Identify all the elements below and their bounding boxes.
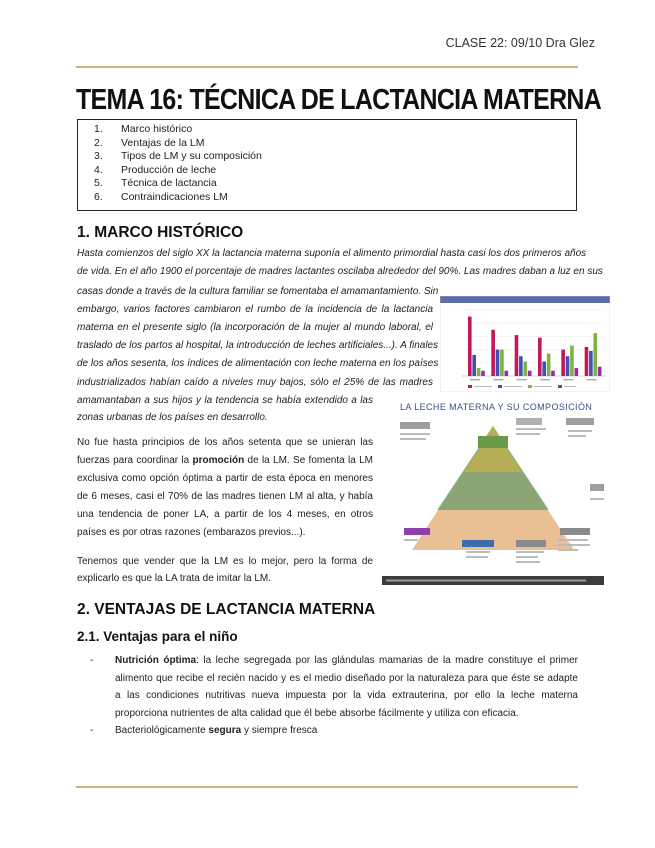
chart-bar — [477, 368, 481, 376]
chart-bar — [528, 371, 532, 376]
lactation-chart — [440, 296, 610, 392]
chart-tick-label — [493, 379, 503, 380]
chart-bar — [523, 361, 527, 376]
toc-label: Tipos de LM y su composición — [121, 150, 262, 163]
text-run: : la leche segregada por las glándulas mamarias de la madre constituye el primer — [196, 655, 579, 666]
text-run: exclusiva como opción óptima a partir de esta época en menores — [77, 473, 373, 484]
paragraph-line: Tenemos que vender que la LM es lo mejor, pero la forma de — [77, 556, 373, 567]
chart-bar — [538, 338, 542, 376]
paragraph-line — [77, 437, 373, 449]
toc-label: Técnica de lactancia — [121, 177, 217, 190]
paragraph-line: zonas urbanas de los países en desarrollo. — [77, 412, 268, 423]
paragraph-line: amamantaban a sus hijos y la tendencia se había extendido a las — [77, 395, 373, 406]
bold-term: segura — [208, 725, 242, 736]
footer-rule — [76, 786, 578, 788]
chart-bar — [468, 317, 472, 376]
chart-bar — [561, 350, 565, 376]
bold-term: promoción — [192, 455, 245, 466]
chart-tick-label — [587, 379, 597, 380]
toc-number: 4. — [94, 163, 103, 176]
bullet-line — [115, 725, 317, 737]
chart-bar — [496, 350, 500, 376]
paragraph-line — [77, 491, 373, 503]
chart-bar — [472, 355, 476, 376]
section-2-heading: 2. VENTAJAS DE LACTANCIA MATERNA — [77, 601, 376, 618]
toc-item — [94, 123, 576, 137]
text-run: de 6 meses, casi el 70% de las madres tienen LM al alta, y había — [77, 491, 373, 502]
chart-bar — [570, 346, 574, 376]
chart-bar — [598, 367, 602, 376]
infographic-title: LA LECHE MATERNA Y SU COMPOSICIÓN — [400, 402, 593, 412]
paragraph-line — [77, 527, 373, 539]
toc-label: Marco histórico — [121, 123, 193, 135]
chart-tick-label — [470, 379, 480, 380]
text-run: de la LM. Se fomenta la LM — [244, 455, 373, 466]
toc-number: 1. — [94, 123, 103, 135]
chart-bar — [566, 356, 570, 376]
chart-tick-label — [517, 379, 527, 380]
chart-bar — [593, 333, 597, 376]
bullet-dash: - — [90, 655, 94, 666]
chart-bar — [542, 361, 546, 376]
toc-number: 2. — [94, 136, 103, 149]
table-of-contents — [77, 119, 577, 211]
paragraph-line: traslado de los partos al hospital, la introducción de leches artificiales...). A finales — [77, 340, 439, 351]
paragraph-line: Hasta comienzos del siglo XX la lactancia materna suponía el alimento primordial hasta casi los dos primeros años — [77, 248, 587, 259]
bullet-line — [115, 708, 578, 720]
lactation-chart-figure — [440, 296, 610, 392]
header-rule — [76, 66, 578, 68]
text-run: y siempre fresca — [241, 725, 318, 736]
toc-label: Contraindicaciones LM — [121, 190, 228, 203]
chart-bar — [505, 371, 509, 376]
chart-bar — [500, 350, 504, 376]
toc-number: 3. — [94, 150, 103, 163]
infographic-graphic — [382, 400, 604, 586]
text-run: proporciona nutrientes de alta calidad que él bebe absorbe fácilmente y utiliza con eficacia. — [115, 708, 519, 719]
text-run: No fue hasta principios de los años setenta que se unieran las — [77, 437, 373, 448]
chart-tick-label — [563, 379, 573, 380]
text-run: fuerzas para coordinar la — [77, 455, 193, 466]
chart-tick-label — [540, 379, 550, 380]
section-1-heading: 1. MARCO HISTÓRICO — [77, 224, 244, 241]
chart-bar — [547, 354, 551, 376]
paragraph-line: materna en el presente siglo (la incorporación de la mujer al mundo laboral, el — [77, 322, 433, 333]
chart-bar — [575, 368, 579, 376]
chart-legend — [468, 385, 576, 388]
paragraph-line — [77, 509, 373, 521]
text-run: Bacteriológicamente — [115, 725, 209, 736]
paragraph-line: industrializados habían caído a niveles muy bajos, sólo el 25% de las madres — [77, 377, 433, 388]
chart-bar — [491, 330, 495, 376]
toc-number: 6. — [94, 190, 103, 203]
text-run: alimento que recibe el recién nacido y es el medio diseñado por la naturaleza para que éste se adapte — [115, 673, 578, 684]
paragraph-line: de los años sesenta, los índices de alimentación con leche materna en los países — [77, 358, 439, 369]
page-title: TEMA 16: TÉCNICA DE LACTANCIA MATERNA — [76, 84, 602, 116]
paragraph-line — [77, 473, 373, 485]
toc-number: 5. — [94, 177, 103, 190]
toc-item — [94, 191, 576, 205]
chart-bar — [585, 347, 589, 376]
section-2-1-heading: 2.1. Ventajas para el niño — [77, 629, 238, 644]
paragraph-line: embargo, varios factores cambiaron el rumbo de la incidencia de la lactancia — [77, 304, 433, 315]
chart-bar — [519, 356, 523, 376]
bullet-line — [115, 673, 578, 685]
paragraph-line: casas donde a través de la cultura familiar se fomentaba el amamantamiento. Sin — [77, 286, 439, 297]
text-run: una tendencia de poner LA, a partir de los 4 meses, en otros — [77, 509, 373, 520]
text-run: países es por otras razones (embarazos previos...). — [77, 527, 306, 538]
toc-item — [94, 164, 576, 178]
toc-item — [94, 150, 576, 164]
bullet-line — [115, 655, 578, 667]
paragraph-line: explicarlo es que la LA trata de imitar la LM. — [77, 573, 271, 584]
bold-term: Nutrición óptima — [115, 655, 197, 666]
chart-bar — [589, 351, 593, 376]
chart-bar — [551, 371, 555, 376]
bullet-line — [115, 690, 578, 702]
text-run: a las condiciones nutritivas nueva impuesta por la vida extrauterina, por ello la leche materna — [115, 690, 578, 701]
chart-bar — [515, 335, 519, 376]
toc-item — [94, 177, 576, 191]
paragraph-line: de vida. En el año 1900 el porcentaje de madres lactantes oscilaba alrededor del 90%. Las madres daban a luz en sus — [77, 266, 603, 277]
breast-milk-composition-infographic — [382, 400, 604, 586]
toc-item — [94, 137, 576, 151]
toc-label: Producción de leche — [121, 163, 217, 176]
chart-bar — [481, 371, 485, 376]
paragraph-line — [77, 455, 373, 467]
class-header: CLASE 22: 09/10 Dra Glez — [445, 36, 595, 50]
toc-label: Ventajas de la LM — [121, 136, 205, 149]
bullet-dash: - — [90, 725, 94, 736]
